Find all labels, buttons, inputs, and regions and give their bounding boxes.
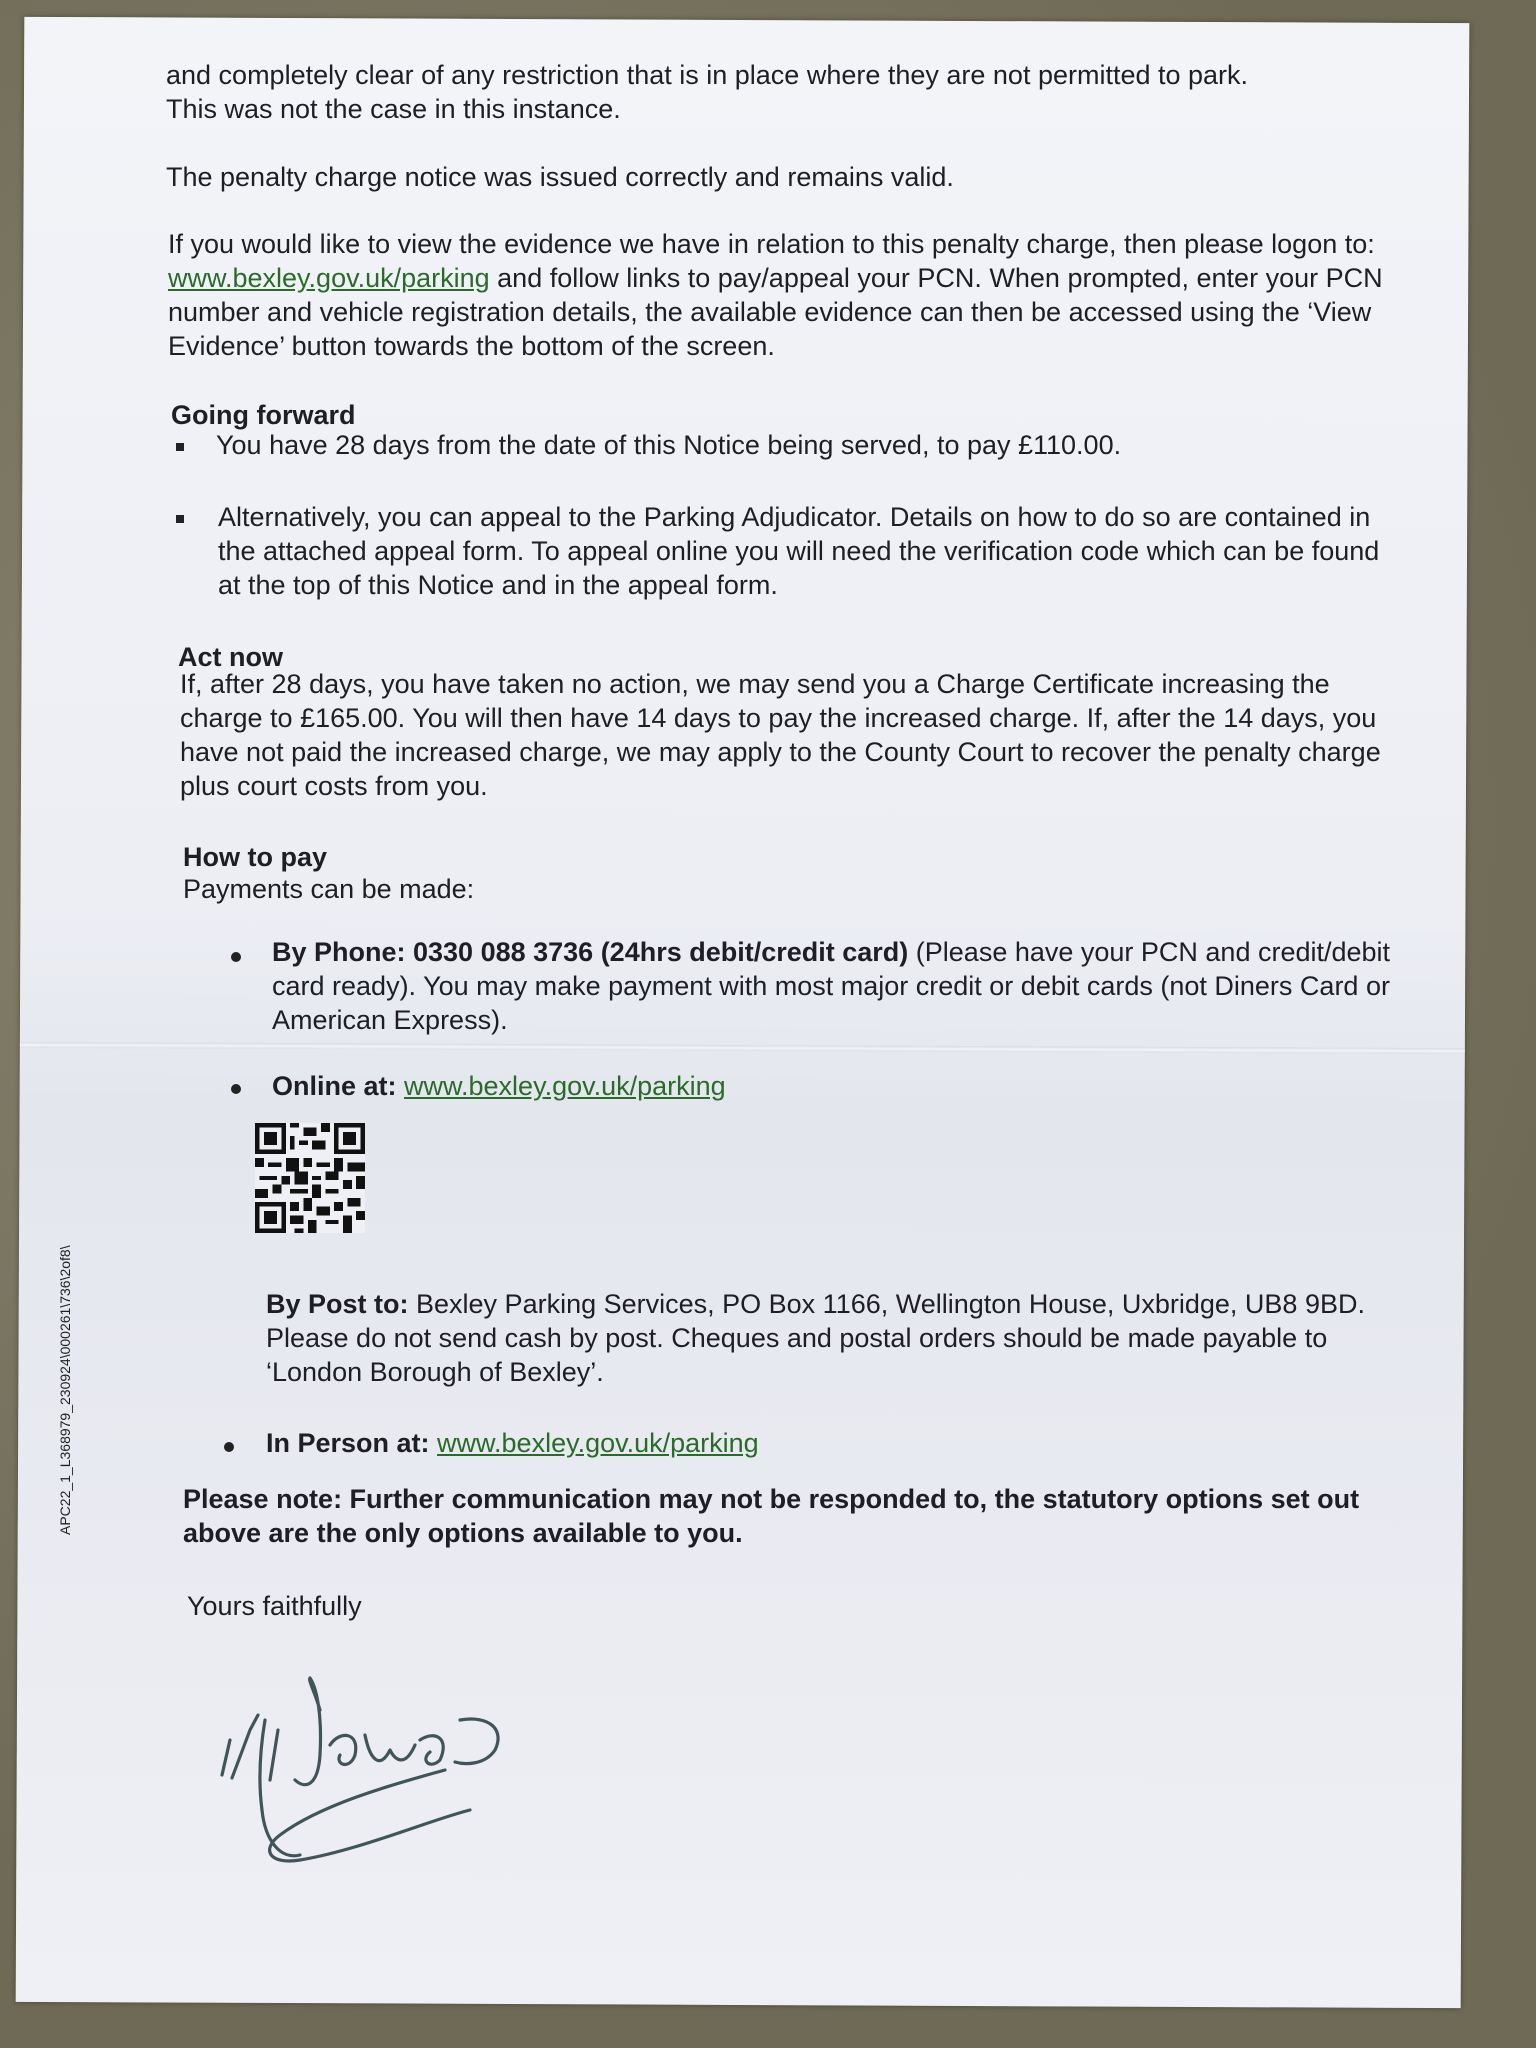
signature — [210, 1660, 630, 1920]
going-forward-item: Alternatively, you can appeal to the Parking Adjudicator. Details on how to do so are contained in the attached appeal form. To appeal online you will need the verification code which can be found at the top of this Notice and in the appeal form. — [218, 502, 1380, 600]
act-now-text: If, after 28 days, you have taken no action, we may send you a Charge Certificate increasing the charge to £165.00. You will then have 14 days to pay the increased charge. If, after the 14 days, you have not paid the increased charge, we may apply to the County Court to recover the penalty charge plus court costs from you. — [180, 669, 1381, 801]
pay-online — [272, 1069, 726, 1103]
round-bullet-icon — [231, 952, 241, 962]
phone-label: By Phone: 0330 088 3736 (24hrs debit/credit card) — [272, 937, 909, 967]
how-to-pay-intro: Payments can be made: — [183, 874, 475, 904]
going-forward-item: You have 28 days from the date of this Notice being served, to pay £110.00. — [216, 430, 1122, 460]
phone-text: (Please have your PCN and credit/debit card ready). You may make payment with most major credit or debit cards (not Diners Card or American Express). — [272, 937, 1391, 1035]
online-label: Online at: — [272, 1071, 405, 1101]
pay-in-person — [266, 1426, 759, 1460]
person-label: In Person at: — [266, 1428, 438, 1458]
valid-statement: The penalty charge notice was issued correctly and remains valid. — [166, 162, 954, 192]
post-label: By Post to: — [266, 1289, 409, 1319]
evidence-paragraph — [168, 227, 1413, 363]
please-note: Please note: Further communication may not be responded to, the statutory options set out above are the only options available to you. — [183, 1484, 1360, 1548]
intro-line-2: This was not the case in this instance. — [166, 94, 621, 124]
qr-code-icon — [255, 1123, 365, 1233]
act-now-heading: Act now — [178, 642, 283, 672]
round-bullet-icon — [231, 1084, 241, 1094]
closing: Yours faithfully — [187, 1591, 362, 1621]
pay-by-post — [266, 1287, 1396, 1389]
pay-by-phone — [272, 935, 1392, 1037]
round-bullet-icon — [224, 1442, 234, 1452]
paper-fold — [20, 1042, 1465, 1054]
going-forward-heading: Going forward — [171, 400, 356, 430]
intro-line-1: and completely clear of any restriction that is in place where they are not permitted to park. — [166, 60, 1249, 90]
evidence-text-1: If you would like to view the evidence we have in relation to this penalty charge, then please logon to: — [168, 229, 1375, 259]
square-bullet-icon — [176, 515, 184, 523]
online-link[interactable]: www.bexley.gov.uk/parking — [404, 1071, 726, 1101]
post-text: Bexley Parking Services, PO Box 1166, Wellington House, Uxbridge, UB8 9BD. Please do not send cash by post. Cheques and postal orders should be made payable to ‘London Borough of Bexley’. — [266, 1289, 1365, 1387]
how-to-pay-heading: How to pay — [183, 842, 328, 872]
side-reference: APC22_1_L368979_230924\000261\736\2of8\ — [57, 1245, 73, 1535]
square-bullet-icon — [176, 443, 184, 451]
person-link[interactable]: www.bexley.gov.uk/parking — [437, 1428, 759, 1458]
evidence-link[interactable]: www.bexley.gov.uk/parking — [168, 263, 490, 293]
evidence-text-2: and follow links to pay/appeal your PCN. When prompted, enter your PCN number and vehicle registration details, the available evidence can then be accessed using the ‘View Evidence’ button towards the bottom of the screen. — [168, 263, 1383, 361]
